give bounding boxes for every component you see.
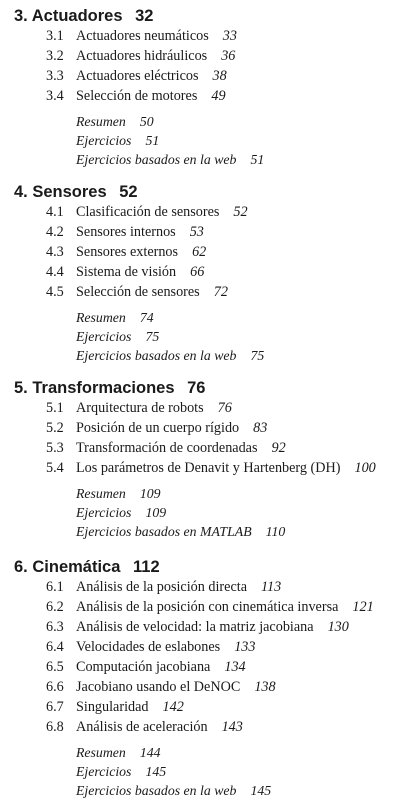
section-page: 36: [221, 48, 236, 64]
section-number: 6.7: [46, 699, 64, 715]
section-page: 62: [192, 244, 207, 260]
chapter-heading: [14, 378, 414, 398]
toc-section: [14, 418, 414, 438]
toc-extra: [14, 484, 414, 503]
toc-section: [14, 398, 414, 418]
toc-section: [14, 577, 414, 597]
section-title: Actuadores eléctricos: [76, 68, 199, 84]
section-title: Análisis de velocidad: la matriz jacobiana: [76, 619, 314, 635]
extra-page: 74: [139, 310, 154, 325]
toc-section: [14, 26, 414, 46]
section-title: Selección de sensores: [76, 284, 200, 300]
section-page: 142: [162, 699, 184, 715]
toc-extra: [14, 150, 414, 169]
chapter-number: 4.: [14, 183, 28, 201]
section-title: Análisis de la posición con cinemática inversa: [76, 599, 339, 615]
section-title: Actuadores hidráulicos: [76, 48, 208, 64]
section-number: 6.1: [46, 579, 64, 595]
section-page: 134: [224, 659, 246, 675]
section-title: Computación jacobiana: [76, 659, 211, 675]
section-page: 33: [222, 28, 237, 44]
section-number: 4.1: [46, 204, 64, 220]
chapter-heading: [14, 557, 414, 577]
toc-section: [14, 242, 414, 262]
chapter-number: 3.: [14, 7, 28, 25]
section-page: 100: [354, 460, 376, 476]
section-page: 83: [253, 420, 268, 436]
chapter-heading: [14, 6, 414, 26]
toc-section: [14, 262, 414, 282]
section-title: Los parámetros de Denavit y Hartenberg (DH): [76, 460, 341, 476]
toc-extra: [14, 522, 414, 541]
chapter-3: [14, 6, 414, 169]
extra-title: Resumen: [76, 114, 126, 129]
section-number: 6.2: [46, 599, 64, 615]
toc-extra: [14, 327, 414, 346]
toc-section: [14, 637, 414, 657]
chapter-extras: [14, 112, 414, 169]
section-number: 4.3: [46, 244, 64, 260]
toc-extra: [14, 308, 414, 327]
section-page: 133: [234, 639, 256, 655]
section-number: 6.5: [46, 659, 64, 675]
section-number: 6.3: [46, 619, 64, 635]
section-number: 5.3: [46, 440, 64, 456]
extra-title: Ejercicios: [76, 133, 132, 148]
extra-page: 110: [265, 524, 286, 539]
toc-section: [14, 46, 414, 66]
toc-section: [14, 597, 414, 617]
extra-title: Ejercicios basados en la web: [76, 152, 237, 167]
chapter-title: Sensores: [32, 183, 107, 201]
section-title: Posición de un cuerpo rígido: [76, 420, 240, 436]
chapter-4: [14, 182, 414, 365]
section-number: 3.4: [46, 88, 64, 104]
chapter-page: 52: [119, 183, 138, 201]
section-title: Transformación de coordenadas: [76, 440, 258, 456]
section-number: 5.4: [46, 460, 64, 476]
section-number: 3.2: [46, 48, 64, 64]
toc-section: [14, 222, 414, 242]
extra-page: 75: [145, 329, 160, 344]
extra-title: Resumen: [76, 745, 126, 760]
extra-title: Ejercicios: [76, 505, 132, 520]
section-page: 130: [327, 619, 349, 635]
extra-page: 50: [139, 114, 154, 129]
section-page: 53: [189, 224, 204, 240]
toc-extra: [14, 781, 414, 800]
toc-section: [14, 677, 414, 697]
section-title: Jacobiano usando el DeNOC: [76, 679, 241, 695]
toc-extra: [14, 743, 414, 762]
section-page: 143: [221, 719, 243, 735]
section-title: Sensores internos: [76, 224, 176, 240]
section-number: 5.2: [46, 420, 64, 436]
section-page: 49: [211, 88, 226, 104]
chapter-page: 76: [187, 379, 206, 397]
chapter-title: Transformaciones: [32, 379, 175, 397]
section-number: 6.6: [46, 679, 64, 695]
chapter-number: 6.: [14, 558, 28, 576]
extra-page: 144: [139, 745, 161, 760]
extra-title: Ejercicios basados en la web: [76, 783, 237, 798]
section-title: Sensores externos: [76, 244, 179, 260]
extra-page: 109: [139, 486, 161, 501]
toc-section: [14, 458, 414, 478]
section-title: Clasificación de sensores: [76, 204, 220, 220]
extra-title: Resumen: [76, 310, 126, 325]
section-page: 72: [213, 284, 228, 300]
toc-extra: [14, 503, 414, 522]
toc-section: [14, 657, 414, 677]
section-page: 121: [352, 599, 374, 615]
section-number: 4.5: [46, 284, 64, 300]
extra-title: Resumen: [76, 486, 126, 501]
chapter-page: 112: [133, 558, 160, 576]
toc-extra: [14, 112, 414, 131]
toc-extra: [14, 131, 414, 150]
extra-title: Ejercicios: [76, 764, 132, 779]
chapter-title: Cinemática: [32, 558, 121, 576]
section-title: Singularidad: [76, 699, 149, 715]
chapter-number: 5.: [14, 379, 28, 397]
toc-section: [14, 697, 414, 717]
toc-section: [14, 202, 414, 222]
chapter-extras: [14, 743, 414, 800]
section-title: Arquitectura de robots: [76, 400, 204, 416]
chapter-page: 32: [135, 7, 154, 25]
extra-page: 51: [145, 133, 160, 148]
toc-section: [14, 86, 414, 106]
toc-section: [14, 438, 414, 458]
section-number: 6.4: [46, 639, 64, 655]
chapter-title: Actuadores: [31, 7, 123, 25]
section-number: 3.3: [46, 68, 64, 84]
extra-page: 75: [250, 348, 265, 363]
section-title: Análisis de la posición directa: [76, 579, 247, 595]
section-title: Actuadores neumáticos: [76, 28, 209, 44]
section-title: Velocidades de eslabones: [76, 639, 221, 655]
toc-section: [14, 66, 414, 86]
section-number: 3.1: [46, 28, 64, 44]
section-page: 113: [261, 579, 282, 595]
extra-page: 145: [250, 783, 272, 798]
toc-extra: [14, 346, 414, 365]
toc-extra: [14, 762, 414, 781]
section-page: 92: [271, 440, 286, 456]
section-page: 52: [233, 204, 248, 220]
chapter-extras: [14, 308, 414, 365]
section-page: 76: [217, 400, 232, 416]
extra-page: 51: [250, 152, 265, 167]
section-page: 66: [190, 264, 205, 280]
section-number: 5.1: [46, 400, 64, 416]
section-number: 6.8: [46, 719, 64, 735]
extra-title: Ejercicios basados en MATLAB: [76, 524, 252, 539]
extra-title: Ejercicios basados en la web: [76, 348, 237, 363]
toc-section: [14, 282, 414, 302]
extra-page: 145: [145, 764, 167, 779]
chapter-6: [14, 557, 414, 800]
toc-section: [14, 617, 414, 637]
section-title: Selección de motores: [76, 88, 198, 104]
chapter-heading: [14, 182, 414, 202]
chapter-extras: [14, 484, 414, 541]
extra-page: 109: [145, 505, 167, 520]
extra-title: Ejercicios: [76, 329, 132, 344]
section-number: 4.2: [46, 224, 64, 240]
section-number: 4.4: [46, 264, 64, 280]
section-title: Análisis de aceleración: [76, 719, 208, 735]
toc-section: [14, 717, 414, 737]
chapter-5: [14, 378, 414, 541]
section-title: Sistema de visión: [76, 264, 177, 280]
section-page: 38: [212, 68, 227, 84]
section-page: 138: [254, 679, 276, 695]
